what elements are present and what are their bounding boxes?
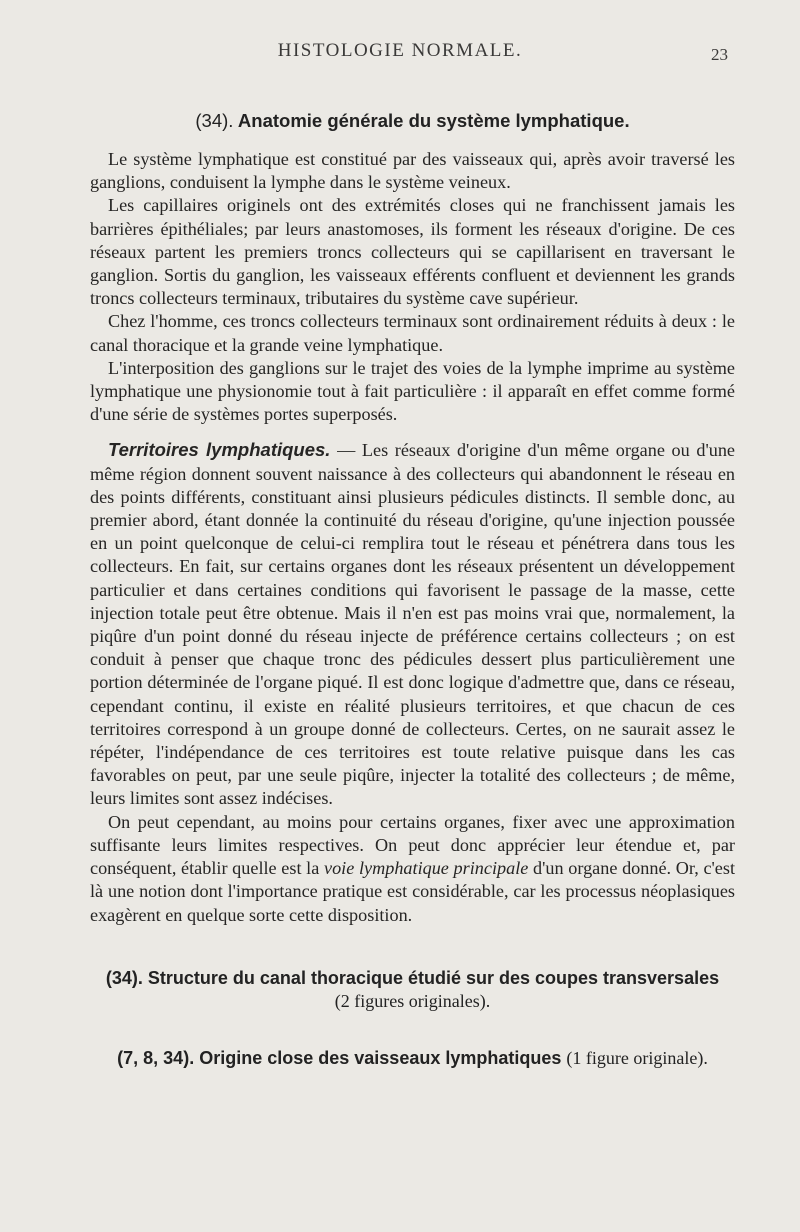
section-title: Anatomie générale du système lymphatique.: [237, 110, 630, 131]
running-title: HISTOLOGIE NORMALE.: [277, 40, 523, 61]
figure-subtitle: (2 figures originales).: [334, 990, 491, 1011]
paragraph-voie-principale-text-a: On peut cependant, au moins pour certains organes, fixer avec une approximation suffisante leurs limites respectives. On peut donc apprécier leur étendue et, par conséquent, établir quelle est la: [90, 811, 735, 879]
paragraph-voie-principale: [90, 811, 735, 927]
page-header: [0, 40, 800, 70]
figure-number: (34).: [105, 967, 143, 988]
paragraph-capillaires: Les capillaires originels ont des extrémités closes qui ne franchissent jamais les barrières épithéliales; par leurs anastomoses, ils forment les réseaux d'origine. De ces réseaux partent les premiers troncs collecteurs qui se capillarisent en traversant le ganglion. Sortis du ganglion, les vaisseaux efférents confluent et deviennent les grands troncs collecteurs terminaux, tributaires du système cave supérieur.: [90, 195, 735, 309]
section-number: (34).: [195, 110, 234, 131]
paragraph-interposition: L'interposition des ganglions sur le trajet des voies de la lymphe imprime au système lymphatique une physionomie tout à fait particulière : il apparaît en effet comme formé d'une série de systèmes portes superposés.: [90, 357, 735, 425]
figure-heading-canal-thoracique: [90, 967, 735, 1013]
paragraph-voie-principale-text-b: d'un organe donné. Or, c'est là une notion dont l'importance pratique est considérable, car les processus néoplasiques exagèrent en quelque sorte cette disposition.: [90, 858, 735, 925]
run-in-heading-territoires: Territoires lymphatiques.: [108, 439, 331, 461]
italic-voie-lymphatique-principale: voie lymphatique principale: [324, 858, 529, 879]
figure-count: (1 figure originale).: [566, 1047, 708, 1068]
figure-heading-origine-close: [90, 1047, 735, 1070]
page-number: 23: [711, 45, 728, 64]
paragraph-definition: Le système lymphatique est constitué par des vaisseaux qui, après avoir traversé les ganglions, conduisent la lymphe dans le système veineux.: [90, 149, 735, 193]
figure-number: (7, 8, 34).: [117, 1047, 195, 1068]
section-heading-anatomie: [90, 110, 735, 132]
paragraph-territoires-text: — Les réseaux d'origine d'un même organe ou d'une même région donnent souvent naissance à des collecteurs qui abandonnent le réseau en des points différents, constituant ainsi plusieurs pédicules distincts. Il semble donc, au premier abord, étant donnée la continuité du réseau d'origine, qu'une injection poussée en un point quelconque de celui-ci remplira tout le réseau et pénétrera dans tous les collecteurs. En fait, sur certains organes dont les réseaux présentent un développement particulier et dans certaines conditions qui favorisent le passage de la masse, cette injection totale peut être obtenue. Mais il n'en est pas moins vrai que, normalement, la piqûre d'un point donné du réseau injecte de préférence certains collecteurs ; on est conduit à penser que chaque tronc des pédicules dessert plus particulièrement une portion déterminée de l'organe piqué. Il est donc logique d'admettre que, dans ce réseau, cependant continu, il existe en réalité plusieurs territoires, et que chacun de ces territoires correspond à un groupe donné de collecteurs. Certes, on ne saurait assez le répéter, l'indépendance de ces territoires est toute relative puisque dans les cas favorables on peut, par une seule piqûre, injecter la totalité des collecteurs ; de même, leurs limites sont assez indécises.: [90, 440, 735, 809]
figure-title: Origine close des vaisseaux lymphatiques: [199, 1047, 562, 1068]
paragraph-territoires: [90, 438, 735, 810]
paragraph-troncs-terminaux: Chez l'homme, ces troncs collecteurs terminaux sont ordinairement réduits à deux : le canal thoracique et la grande veine lymphatique.: [90, 311, 735, 355]
figure-title: Structure du canal thoracique étudié sur des coupes transversales: [147, 967, 720, 988]
page-body: [90, 102, 735, 1070]
